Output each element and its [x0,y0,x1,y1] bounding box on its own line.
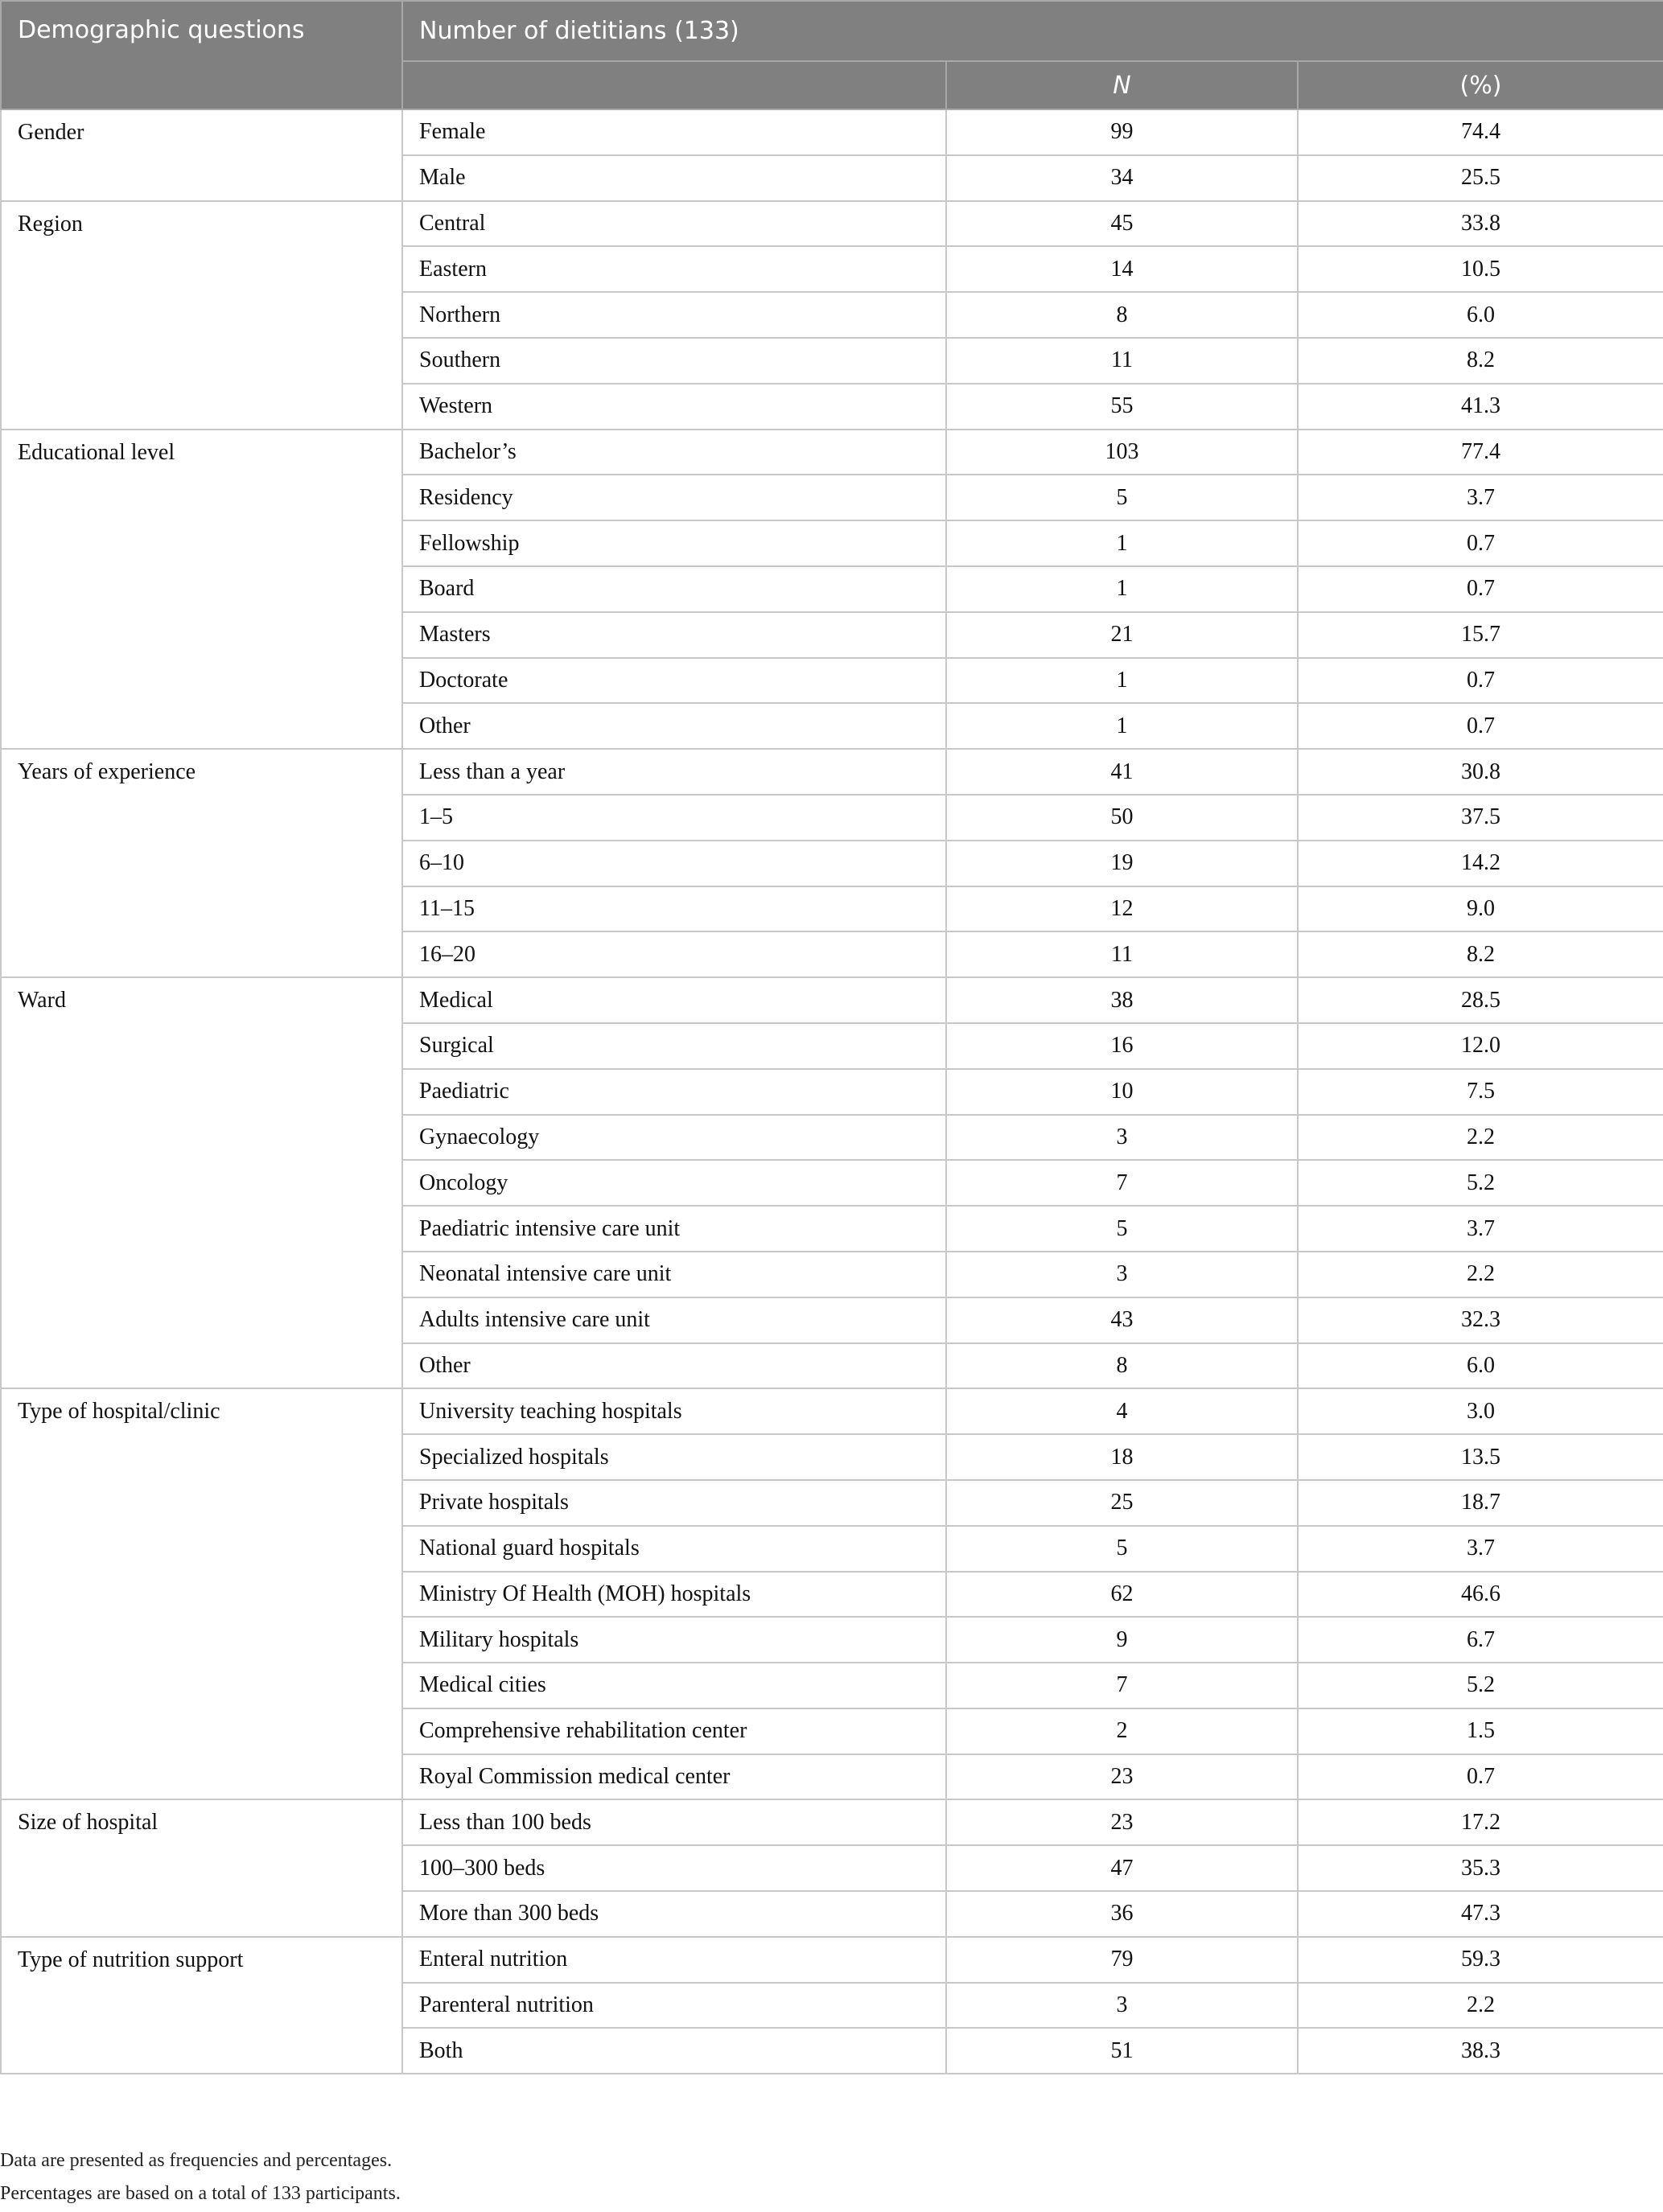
percent-cell: 3.7 [1298,1526,1663,1572]
category-cell: Ministry Of Health (MOH) hospitals [402,1572,946,1618]
n-cell: 2 [946,1708,1298,1754]
category-cell: Board [402,566,946,612]
n-cell: 45 [946,201,1298,247]
question-cell: Size of hospital [1,1799,402,1936]
percent-cell: 9.0 [1298,886,1663,932]
n-cell: 12 [946,886,1298,932]
question-cell: Educational level [1,430,402,750]
n-cell: 19 [946,841,1298,886]
n-cell: 18 [946,1434,1298,1480]
percent-cell: 7.5 [1298,1069,1663,1115]
n-cell: 1 [946,520,1298,566]
percent-cell: 74.4 [1298,109,1663,155]
n-cell: 5 [946,1206,1298,1252]
n-cell: 8 [946,1343,1298,1389]
percent-cell: 6.0 [1298,292,1663,338]
category-cell: Medical [402,977,946,1023]
question-cell: Type of nutrition support [1,1937,402,2074]
category-cell: Other [402,1343,946,1389]
footnote: Data are presented as frequencies and percentages. [0,2150,393,2171]
table-row [1,1799,1663,1845]
n-cell: 8 [946,292,1298,338]
percent-cell: 47.3 [1298,1891,1663,1937]
header-demographic-questions: Demographic questions [1,1,402,109]
category-cell: Military hospitals [402,1617,946,1663]
percent-cell: 25.5 [1298,155,1663,201]
category-cell: Surgical [402,1023,946,1069]
category-cell: Male [402,155,946,201]
header-n: N [946,61,1298,109]
percent-cell: 0.7 [1298,566,1663,612]
n-cell: 21 [946,612,1298,658]
percent-cell: 3.7 [1298,1206,1663,1252]
n-cell: 3 [946,1983,1298,2029]
n-cell: 43 [946,1297,1298,1343]
percent-cell: 0.7 [1298,703,1663,749]
category-cell: Central [402,201,946,247]
table-row [1,749,1663,795]
n-cell: 4 [946,1388,1298,1434]
category-cell: Less than 100 beds [402,1799,946,1845]
percent-cell: 2.2 [1298,1115,1663,1161]
n-cell: 7 [946,1663,1298,1708]
header-number-of-dietitians: Number of dietitians (133) [402,1,1663,61]
category-cell: Southern [402,338,946,384]
percent-cell: 8.2 [1298,931,1663,977]
question-cell: Region [1,201,402,430]
category-cell: Female [402,109,946,155]
n-cell: 34 [946,155,1298,201]
n-cell: 47 [946,1845,1298,1891]
n-cell: 10 [946,1069,1298,1115]
category-cell: 100–300 beds [402,1845,946,1891]
table-body [1,109,1663,2074]
category-cell: Private hospitals [402,1480,946,1526]
percent-cell: 14.2 [1298,841,1663,886]
header-blank [402,61,946,109]
percent-cell: 38.3 [1298,2028,1663,2074]
n-cell: 62 [946,1572,1298,1618]
n-cell: 1 [946,658,1298,704]
category-cell: Specialized hospitals [402,1434,946,1480]
table-footnotes [0,2144,401,2210]
category-cell: Royal Commission medical center [402,1754,946,1800]
category-cell: Gynaecology [402,1115,946,1161]
n-cell: 11 [946,338,1298,384]
percent-cell: 0.7 [1298,658,1663,704]
n-cell: 23 [946,1799,1298,1845]
percent-cell: 59.3 [1298,1937,1663,1983]
n-cell: 11 [946,931,1298,977]
n-cell: 5 [946,475,1298,520]
n-cell: 36 [946,1891,1298,1937]
n-cell: 16 [946,1023,1298,1069]
percent-cell: 32.3 [1298,1297,1663,1343]
n-cell: 79 [946,1937,1298,1983]
n-cell: 55 [946,384,1298,430]
table-header [1,1,1663,109]
n-cell: 9 [946,1617,1298,1663]
category-cell: Masters [402,612,946,658]
percent-cell: 17.2 [1298,1799,1663,1845]
category-cell: Bachelor’s [402,430,946,475]
n-cell: 1 [946,703,1298,749]
percent-cell: 46.6 [1298,1572,1663,1618]
percent-cell: 1.5 [1298,1708,1663,1754]
percent-cell: 37.5 [1298,795,1663,841]
n-cell: 1 [946,566,1298,612]
n-cell: 3 [946,1252,1298,1297]
category-cell: Eastern [402,246,946,292]
n-cell: 99 [946,109,1298,155]
n-cell: 50 [946,795,1298,841]
percent-cell: 5.2 [1298,1663,1663,1708]
percent-cell: 18.7 [1298,1480,1663,1526]
percent-cell: 2.2 [1298,1252,1663,1297]
percent-cell: 33.8 [1298,201,1663,247]
question-cell: Gender [1,109,402,201]
percent-cell: 8.2 [1298,338,1663,384]
category-cell: Oncology [402,1160,946,1206]
n-cell: 41 [946,749,1298,795]
category-cell: Paediatric [402,1069,946,1115]
category-cell: 11–15 [402,886,946,932]
category-cell: Medical cities [402,1663,946,1708]
category-cell: Residency [402,475,946,520]
category-cell: Paediatric intensive care unit [402,1206,946,1252]
n-cell: 3 [946,1115,1298,1161]
percent-cell: 13.5 [1298,1434,1663,1480]
percent-cell: 30.8 [1298,749,1663,795]
header-percent: (%) [1298,61,1663,109]
category-cell: Comprehensive rehabilitation center [402,1708,946,1754]
n-cell: 103 [946,430,1298,475]
category-cell: National guard hospitals [402,1526,946,1572]
percent-cell: 12.0 [1298,1023,1663,1069]
category-cell: Other [402,703,946,749]
percent-cell: 77.4 [1298,430,1663,475]
category-cell: Western [402,384,946,430]
percent-cell: 6.7 [1298,1617,1663,1663]
percent-cell: 10.5 [1298,246,1663,292]
percent-cell: 0.7 [1298,1754,1663,1800]
category-cell: More than 300 beds [402,1891,946,1937]
table-row [1,977,1663,1023]
category-cell: University teaching hospitals [402,1388,946,1434]
category-cell: 1–5 [402,795,946,841]
category-cell: Parenteral nutrition [402,1983,946,2029]
category-cell: Enteral nutrition [402,1937,946,1983]
n-cell: 23 [946,1754,1298,1800]
n-cell: 25 [946,1480,1298,1526]
question-cell: Ward [1,977,402,1388]
percent-cell: 41.3 [1298,384,1663,430]
table-row [1,1937,1663,1983]
percent-cell: 0.7 [1298,520,1663,566]
percent-cell: 2.2 [1298,1983,1663,2029]
percent-cell: 5.2 [1298,1160,1663,1206]
category-cell: Fellowship [402,520,946,566]
percent-cell: 35.3 [1298,1845,1663,1891]
percent-cell: 28.5 [1298,977,1663,1023]
percent-cell: 3.0 [1298,1388,1663,1434]
n-cell: 5 [946,1526,1298,1572]
category-cell: 6–10 [402,841,946,886]
n-cell: 7 [946,1160,1298,1206]
table-row [1,109,1663,155]
question-cell: Years of experience [1,749,402,977]
category-cell: Neonatal intensive care unit [402,1252,946,1297]
percent-cell: 3.7 [1298,475,1663,520]
n-cell: 51 [946,2028,1298,2074]
category-cell: Adults intensive care unit [402,1297,946,1343]
percent-cell: 6.0 [1298,1343,1663,1389]
percent-cell: 15.7 [1298,612,1663,658]
table-row [1,201,1663,247]
table-row [1,430,1663,475]
category-cell: Both [402,2028,946,2074]
category-cell: 16–20 [402,931,946,977]
category-cell: Doctorate [402,658,946,704]
category-cell: Northern [402,292,946,338]
table-row [1,1388,1663,1434]
question-cell: Type of hospital/clinic [1,1388,402,1799]
n-cell: 38 [946,977,1298,1023]
footnote: Percentages are based on a total of 133 participants. [0,2183,401,2204]
category-cell: Less than a year [402,749,946,795]
n-cell: 14 [946,246,1298,292]
